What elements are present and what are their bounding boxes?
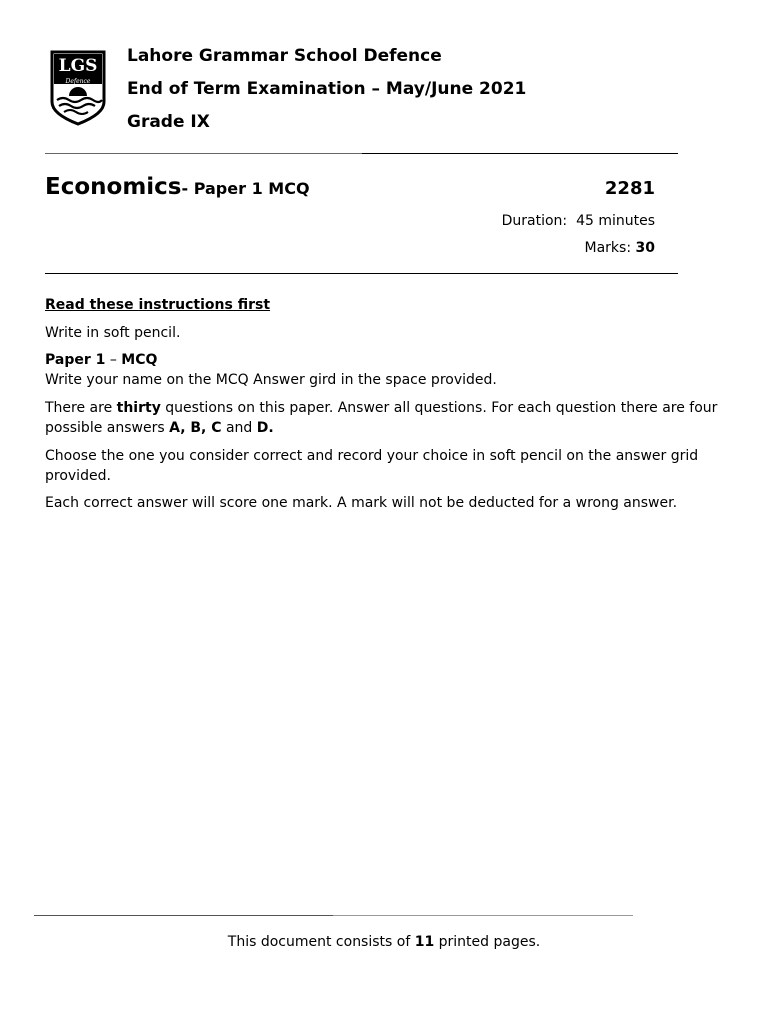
text-run: This document consists of (227, 934, 415, 950)
paper-type: MCQ (121, 352, 158, 368)
paper-dash: – (105, 352, 122, 368)
logo-text: LGS (58, 56, 98, 76)
divider (362, 153, 678, 154)
marks (585, 240, 655, 256)
exam-title: End of Term Examination – May/June 2021 (127, 79, 527, 99)
footer-divider (333, 915, 633, 916)
divider (45, 273, 678, 274)
instruction-marking: Each correct answer will score one mark. A mark will not be deducted for a wrong answer. (45, 495, 678, 511)
logo-motto: Defence (65, 78, 91, 85)
duration-value: 45 minutes (576, 213, 655, 229)
paper-label (45, 350, 735, 370)
page-count: 11 (414, 934, 435, 950)
text-run: questions on this paper. Answer all questions. For each question there are four possible answers (45, 400, 718, 436)
instruction-pencil: Write in soft pencil. (45, 325, 181, 341)
paper-name: - Paper 1 MCQ (181, 179, 310, 198)
text-run: A, B, C (169, 420, 222, 436)
duration-label: Duration: (501, 213, 568, 229)
instruction-name: Write your name on the MCQ Answer gird in the space provided. (45, 372, 497, 388)
syllabus-code: 2281 (604, 178, 655, 199)
marks-label: Marks: (584, 240, 632, 256)
duration (502, 213, 655, 229)
paper-label-text: Paper 1 (45, 352, 106, 368)
grade-label: Grade IX (127, 112, 210, 132)
instructions-heading: Read these instructions first (45, 297, 271, 313)
page-count-note (0, 934, 768, 950)
instruction-questions (45, 398, 735, 438)
subject-name: Economics (45, 174, 182, 200)
text-run: D. (256, 420, 274, 436)
text-run: There are (45, 400, 117, 416)
school-name: Lahore Grammar School Defence (127, 46, 442, 66)
text-run: and (221, 420, 257, 436)
footer-divider (34, 915, 333, 916)
text-run: thirty (116, 400, 161, 416)
school-logo (50, 50, 106, 126)
subject-title (45, 174, 310, 200)
marks-value: 30 (635, 240, 655, 256)
divider (45, 153, 362, 154)
text-run: printed pages. (434, 934, 541, 950)
instruction-record: Choose the one you consider correct and record your choice in soft pencil on the answer grid provided. (45, 448, 699, 484)
